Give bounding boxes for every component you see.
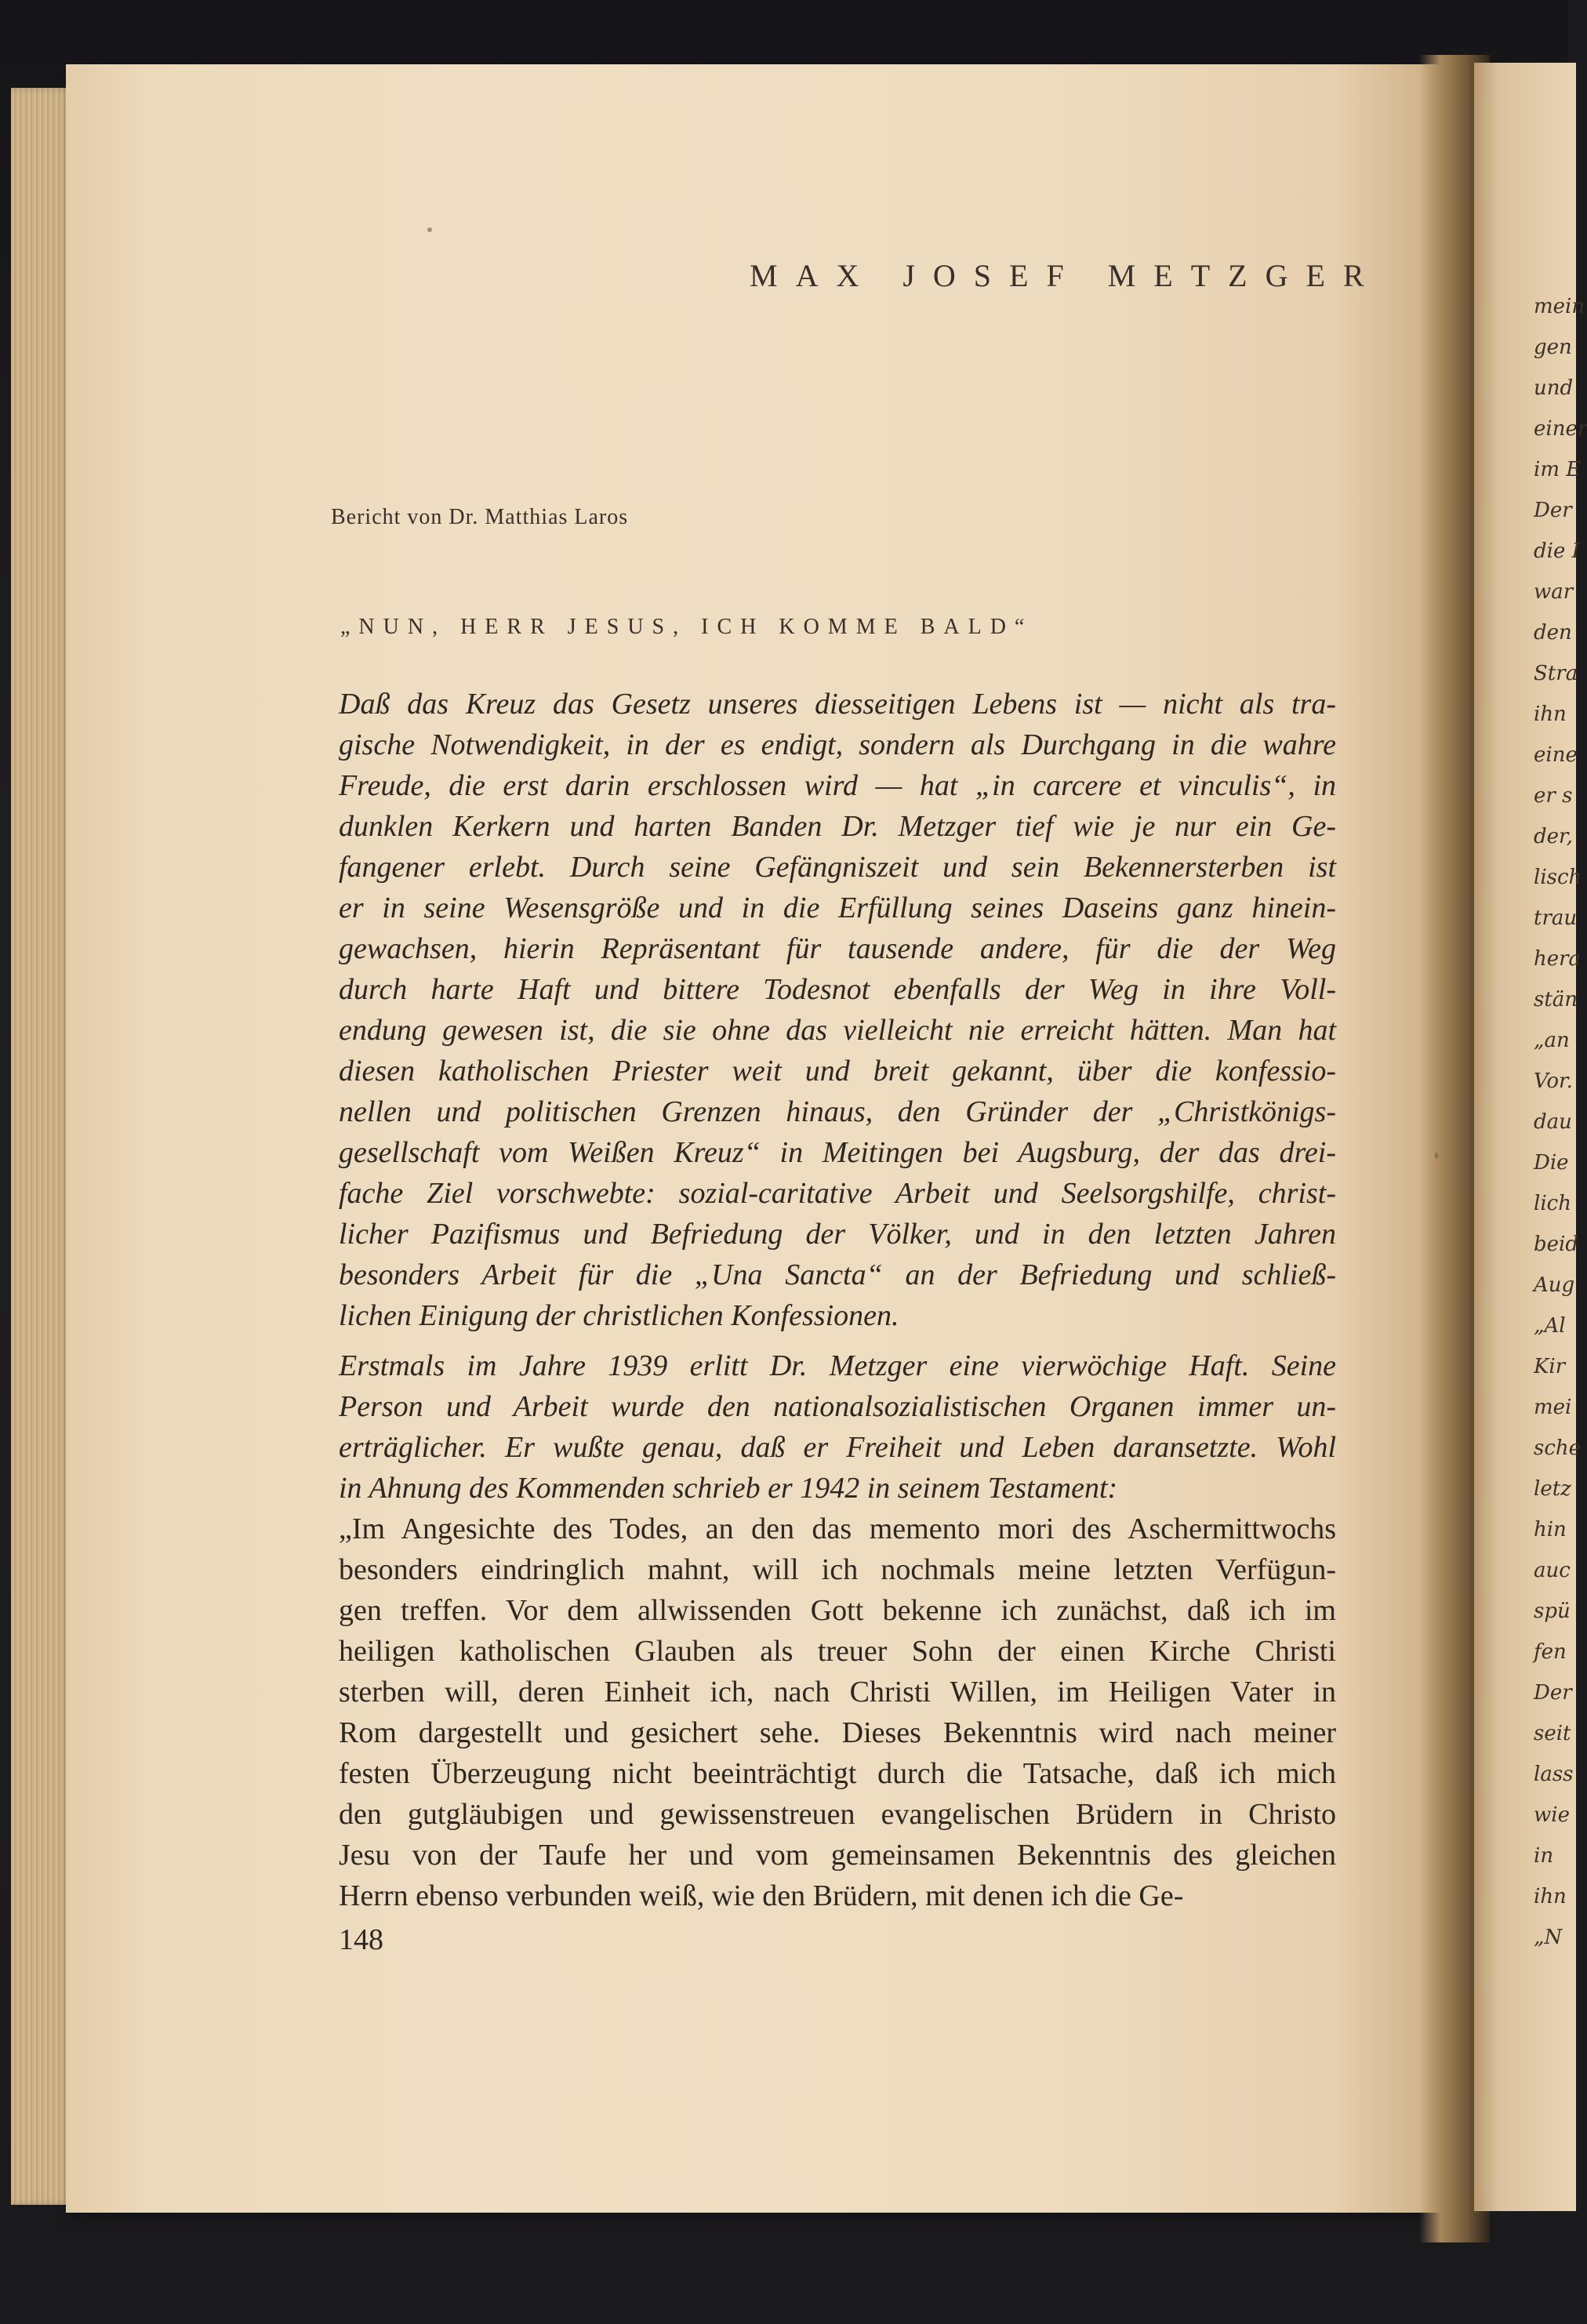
- byline: Bericht von Dr. Matthias Laros: [331, 505, 629, 529]
- text-line: Erstmals im Jahre 1939 erlitt Dr. Metzger eine vierwöchige Haft. Seine: [339, 1349, 1336, 1382]
- text-line: fache Ziel vorschwebte: sozial-caritative Arbeit und Seelsorgshilfe, christ-: [339, 1177, 1336, 1210]
- facing-page-fragment: der,: [1534, 825, 1573, 848]
- facing-page-fragment: beid: [1534, 1233, 1578, 1256]
- facing-page-fragment: war: [1534, 580, 1574, 604]
- text-line: lichen Einigung der christlichen Konfessionen.: [339, 1299, 899, 1332]
- facing-page-fragment: wie: [1534, 1803, 1570, 1827]
- text-line: dunklen Kerkern und harten Banden Dr. Metzger tief wie je nur ein Ge-: [339, 810, 1336, 843]
- facing-page-fragment: ihn: [1534, 703, 1567, 726]
- facing-page-fragment: „Al: [1534, 1314, 1566, 1338]
- facing-page-fragment: lich: [1534, 1192, 1571, 1215]
- text-line: festen Überzeugung nicht beeinträchtigt durch die Tatsache, daß ich mich: [339, 1757, 1336, 1790]
- facing-page-fragment: dau: [1534, 1110, 1572, 1134]
- text-line: Herrn ebenso verbunden weiß, wie den Brüdern, mit denen ich die Ge-: [339, 1879, 1184, 1912]
- section-title: „NUN, HERR JESUS, ICH KOMME BALD“: [340, 615, 1033, 639]
- running-head: MAX JOSEF METZGER: [750, 258, 1382, 293]
- facing-page-fragment: Die: [1534, 1151, 1569, 1175]
- text-line: Rom dargestellt und gesichert sehe. Dieses Bekenntnis wird nach meiner: [339, 1716, 1336, 1749]
- text-line: endung gewesen ist, die sie ohne das vielleicht nie erreicht hätten. Man hat: [339, 1014, 1336, 1047]
- facing-page-fragment: gen: [1534, 336, 1572, 359]
- text-line: durch harte Haft und bittere Todesnot ebenfalls der Weg in ihre Voll-: [339, 973, 1336, 1006]
- facing-page-fragment: Aug: [1534, 1273, 1575, 1297]
- paragraph-imprisonment: [339, 1345, 1336, 1509]
- facing-page-fragment: trau: [1534, 906, 1578, 930]
- facing-page-fragment: ihn: [1534, 1885, 1567, 1908]
- text-line: Daß das Kreuz das Gesetz unseres diesseitigen Lebens ist — nicht als tra-: [339, 688, 1336, 721]
- facing-page-fragment: spü: [1534, 1600, 1571, 1623]
- text-line: fangener erlebt. Durch seine Gefängniszeit und sein Bekennersterben ist: [339, 851, 1336, 884]
- facing-page-fragment: sche: [1534, 1436, 1582, 1460]
- text-line: gen treffen. Vor dem allwissenden Gott bekenne ich zunächst, daß ich im: [339, 1594, 1336, 1627]
- text-line: er in seine Wesensgröße und in die Erfüllung seines Daseins ganz hinein-: [339, 891, 1336, 924]
- text-line: in Ahnung des Kommenden schrieb er 1942 in seinem Testament:: [339, 1472, 1118, 1505]
- facing-page-fragment: hin: [1534, 1518, 1567, 1541]
- facing-page-fragment: lass: [1534, 1763, 1574, 1786]
- facing-page-fragment: die I: [1534, 539, 1580, 563]
- facing-page-fragment: und: [1534, 376, 1574, 400]
- text-line: besonders Arbeit für die „Una Sancta“ an der Befriedung und schließ-: [339, 1258, 1336, 1291]
- text-line: sterben will, deren Einheit ich, nach Christi Willen, im Heiligen Vater in: [339, 1676, 1336, 1709]
- facing-page-fragment: Kir: [1534, 1355, 1566, 1378]
- facing-page-fragment: mein: [1534, 295, 1585, 318]
- facing-page-fragment: auc: [1534, 1559, 1571, 1582]
- facing-page-fragment: eine: [1534, 743, 1578, 767]
- page-number: 148: [339, 1923, 383, 1956]
- facing-page-fragment: in: [1534, 1844, 1554, 1868]
- facing-page-fragment: letz: [1534, 1477, 1571, 1501]
- text-line: nellen und politischen Grenzen hinaus, den Gründer der „Christkönigs-: [339, 1095, 1336, 1128]
- text-line: gesellschaft vom Weißen Kreuz“ in Meitingen bei Augsburg, der das drei-: [339, 1136, 1336, 1169]
- text-line: erträglicher. Er wußte genau, daß er Freiheit und Leben daransetzte. Wohl: [339, 1431, 1336, 1464]
- facing-page-fragment: einer: [1534, 417, 1587, 441]
- text-line: „Im Angesichte des Todes, an den das memento mori des Aschermittwochs: [339, 1512, 1336, 1545]
- text-line: Freude, die erst darin erschlossen wird — hat „in carcere et vinculis“, in: [339, 769, 1336, 802]
- facing-page-fragment: „an: [1534, 1029, 1570, 1052]
- text-line: Person und Arbeit wurde den nationalsozialistischen Organen immer un-: [339, 1390, 1336, 1423]
- facing-page-fragment: Der: [1534, 1681, 1572, 1705]
- facing-page-fragment: Stra: [1534, 662, 1578, 685]
- text-line: gewachsen, hierin Repräsentant für tausende andere, für die der Weg: [339, 932, 1336, 965]
- facing-page-fragment: stän: [1534, 988, 1578, 1011]
- facing-page-fragment: hera: [1534, 947, 1582, 971]
- facing-page-fragment: im E: [1534, 458, 1582, 481]
- paragraph-intro: [339, 684, 1336, 1336]
- facing-page-fragment: lisch: [1534, 866, 1582, 889]
- text-line: gische Notwendigkeit, in der es endigt, sondern als Durchgang in die wahre: [339, 728, 1336, 761]
- text-line: licher Pazifismus und Befriedung der Völker, und in den letzten Jahren: [339, 1218, 1336, 1251]
- facing-page-fragment: den: [1534, 621, 1572, 645]
- text-line: heiligen katholischen Glauben als treuer Sohn der einen Kirche Christi: [339, 1635, 1336, 1668]
- text-line: besonders eindringlich mahnt, will ich nochmals meine letzten Verfügun-: [339, 1553, 1336, 1586]
- text-line: den gutgläubigen und gewissenstreuen evangelischen Brüdern in Christo: [339, 1798, 1336, 1831]
- facing-page-fragment: seit: [1534, 1722, 1571, 1745]
- facing-page-fragment: Vor.: [1534, 1069, 1573, 1093]
- facing-page-fragment: fen: [1534, 1640, 1567, 1664]
- text-line: Jesu von der Taufe her und vom gemeinsamen Bekenntnis des gleichen: [339, 1839, 1336, 1872]
- facing-page-fragment: mei: [1534, 1396, 1572, 1419]
- text-line: diesen katholischen Priester weit und breit gekannt, über die konfessio-: [339, 1055, 1336, 1088]
- facing-page-fragment: „N: [1534, 1926, 1563, 1949]
- facing-page-fragment: Der: [1534, 499, 1572, 522]
- testament-quote: [339, 1509, 1336, 1916]
- facing-page-fragment: er s: [1534, 784, 1573, 808]
